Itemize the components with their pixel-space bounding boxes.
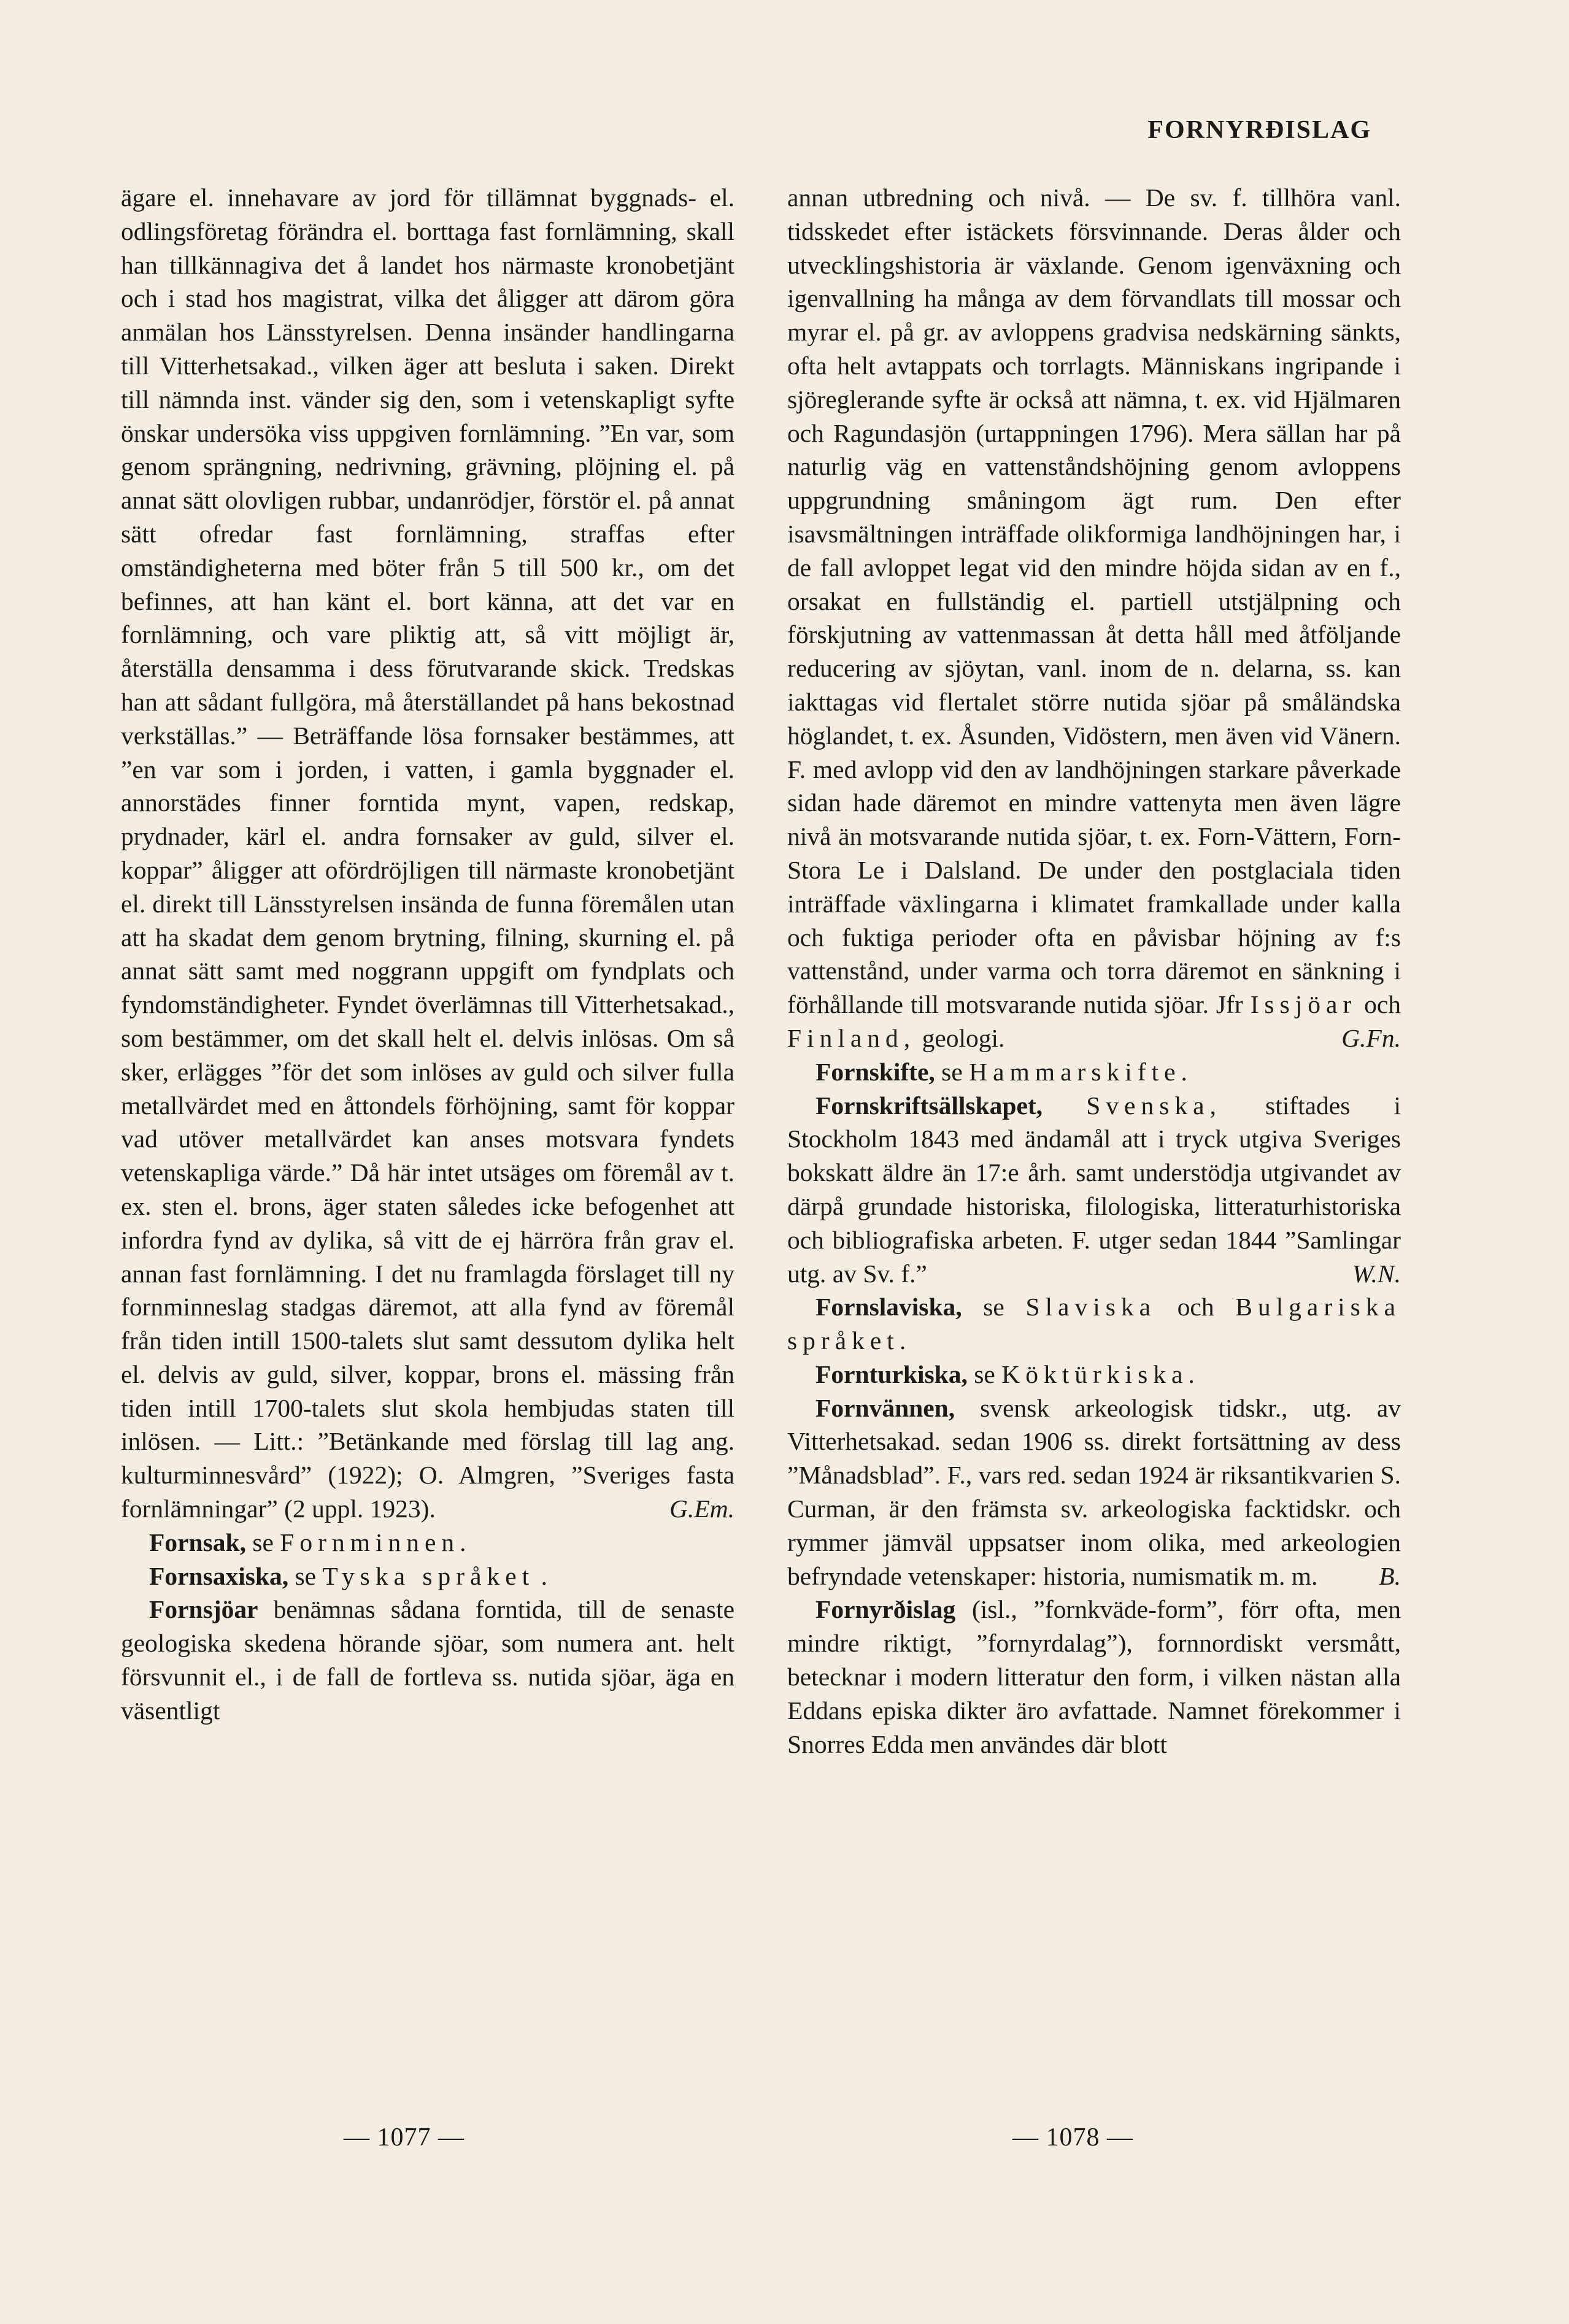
entry-text: svensk arkeologisk tidskr., utg. av Vitterhetsakad. sedan 1906 ss. direkt fortsättning av dess ”Månadsblad”. F., vars red. sedan 1924 är riksantikvarien S. Curman, är den främsta sv. arkeologiska facktidskr. och rymmer jämväl uppsatser inom olika, med arkeologien befryndade vetenskaper: historia, numismatik m. m.	[787, 1393, 1401, 1590]
entry-text: stiftades i Stockholm 1843 med ändamål att i tryck utgiva Sveriges bokskatt äldre än 17:e årh. samt understödja utgivandet av därpå grundade historiska, filologiska, litteraturhistoriska och bibliografiska arbeten. F. utger sedan 1844 ”Samlingar utg. av Sv. f.”	[787, 1091, 1401, 1288]
author-signature: G.Em.	[669, 1495, 734, 1523]
spaced-word: Svenska,	[1086, 1091, 1222, 1120]
cross-reference: Köktürkiska.	[1001, 1360, 1200, 1388]
see-text: se	[252, 1528, 274, 1556]
entry-continuation	[121, 181, 734, 1526]
see-text: se	[983, 1293, 1004, 1322]
cross-reference: Slaviska	[1025, 1293, 1157, 1322]
cross-reference: Fornminnen.	[280, 1528, 472, 1556]
entry-fornyrdislag	[787, 1593, 1401, 1761]
entry-fornslaviska	[787, 1290, 1401, 1358]
entry-fornturkiska	[787, 1358, 1401, 1391]
conjunction: och	[1177, 1293, 1214, 1322]
right-column	[787, 181, 1401, 1761]
cross-reference: Bulgariska språket.	[787, 1293, 1401, 1355]
headword: Fornskriftsällskapet,	[815, 1091, 1043, 1120]
see-text: se	[974, 1360, 995, 1388]
headword: Fornsak,	[149, 1528, 246, 1556]
cross-reference: Issjöar	[1250, 990, 1357, 1019]
cross-reference: Hammarskifte.	[969, 1057, 1193, 1086]
entry-fornsaxiska	[121, 1560, 734, 1593]
author-signature: G.Fn.	[1341, 1023, 1401, 1052]
headword: Fornturkiska,	[815, 1360, 968, 1388]
cross-reference: Finland,	[787, 1023, 916, 1052]
cross-reference: Tyska språket	[322, 1561, 535, 1590]
author-signature: W.N.	[1352, 1259, 1401, 1288]
running-head: FORNYRÐISLAG	[1147, 116, 1371, 144]
entry-fornvannen	[787, 1391, 1401, 1593]
entry-fornsjoar-continuation	[787, 181, 1401, 1055]
headword: Fornslaviska,	[815, 1293, 962, 1322]
headword: Fornvännen,	[815, 1393, 955, 1422]
entry-text: benämnas sådana forntida, till de senaste geologiska skedena hörande sjöar, som numera ant. helt försvunnit el., i de fall de fortleva ss. nutida sjöar, äga en väsentligt	[121, 1595, 735, 1725]
see-text: se	[295, 1561, 317, 1590]
entry-fornskriftsallskapet	[787, 1089, 1401, 1291]
author-signature: B.	[1379, 1561, 1401, 1590]
headword: Fornskifte,	[815, 1057, 935, 1086]
headword: Fornyrðislag	[815, 1595, 956, 1624]
conjunction: och	[1364, 990, 1401, 1019]
entry-fornsak	[121, 1526, 734, 1560]
entry-text: ägare el. innehavare av jord för tillämnat byggnads- el. odlingsföretag förändra el. borttaga fast fornlämning, skall han tillkännagiva det å landet hos närmaste kronobetjänt och i stad hos magistrat, vilka det åligger att därom göra anmälan hos Länsstyrelsen. Denna insänder handlingarna till Vitterhetsakad., vilken äger att besluta i saken. Direkt till nämnda inst. vänder sig den, som i vetenskapligt syfte önskar undersöka viss uppgiven fornlämning. ”En var, som genom sprängning, nedrivning, grävning, plöjning el. på annat sätt olovligen rubbar, undanrödjer, förstör el. på annat sätt ofredar fast fornlämning, straffas efter omständigheterna med böter från 5 till 500 kr., om det befinnes, att han känt el. bort känna, att det var en fornlämning, och vare pliktig att, så vitt möjligt är, återställa densamma i dess förutvarande skick. Tredskas han att sådant fullgöra, må återställandet på hans bekostnad verkställas.” — Beträffande lösa fornsaker bestämmes, att ”en var som i jorden, i vatten, i gamla byggnader el. annorstädes finner forntida mynt, vapen, redskap, prydnader, kärl el. andra fornsaker av guld, silver el. koppar” åligger att ofördröjligen till närmaste kronobetjänt el. direkt till Länsstyrelsen insända de funna föremålen utan att ha skadat dem genom brytning, filning, skurning el. på annat sätt samt med noggrann uppgift om fyndplats och fyndomständigheter. Fyndet överlämnas till Vitterhetsakad., som bestämmer, om det skall helt el. delvis inlösas. Om så sker, erlägges ”för det som inlöses av guld och silver fulla metallvärdet med en åttondels förhöjning, samt för koppar vad utöver metallvärdet kan anses motsvara fyndets vetenskapliga värde.” Då här intet utsäges om föremål av t. ex. sten el. brons, äger staten således icke befogenhet att infordra fynd av dylika, så vitt de ej härröra från grav el. annan fast fornlämning. I det nu framlagda förslaget till ny fornminneslag stadgas däremot, att alla fynd av föremål från tiden intill 1500-talets slut samt dessutom dylika helt el. delvis av guld, silver, koppar, brons el. mässing från tiden intill 1700-talets slut skola hembjudas staten till inlösen. — Litt.: ”Betänkande med förslag till lag ang. kulturminnesvård” (1922); O. Almgren, ”Sveriges fasta fornlämningar” (2 uppl. 1923).	[121, 183, 734, 1523]
left-column	[121, 181, 734, 1728]
entry-fornsjoar	[121, 1593, 734, 1727]
entry-text: annan utbredning och nivå. — De sv. f. tillhöra vanl. tidsskedet efter istäckets försvinnande. Deras ålder och utvecklingshistoria är växlande. Genom igenväxning och igenvallning ha många av dem förvandlats till mossar och myrar el. på gr. av avloppens gradvisa nedskärning sänkts, ofta helt avtappats och torrlagts. Människans ingripande i sjöreglerande syfte är också att nämna, t. ex. vid Hjälmaren och Ragundasjön (urtappningen 1796). Mera sällan har på naturlig väg en vattenståndshöjning genom avloppens uppgrundning småningom ägt rum. Den efter isavsmältningen inträffade olikformiga landhöjningen har, i de fall avloppet legat vid den mindre höjda sidan av en f., orsakat en fullständig el. partiell utstjälpning och förskjutning av vattenmassan åt detta håll med åtföljande reducering av sjöytan, vanl. inom de n. delarna, ss. kan iakttagas vid flertalet större nutida sjöar på småländska höglandet, t. ex. Åsunden, Vidöstern, men även vid Vänern. F. med avlopp vid den av landhöjningen starkare påverkade sidan hade däremot en mindre vattenyta men även lägre nivå än motsvarande nutida sjöar, t. ex. Forn-Vättern, Forn-Stora Le i Dalsland. De under den postglaciala tiden inträffade växlingarna i klimatet framkallade under kalla och fuktiga perioder ofta en påvisbar höjning av f:s vattenstånd, under varma och torra däremot en sänkning i förhållande till motsvarande nutida sjöar. Jfr	[787, 183, 1401, 1019]
see-text: se	[941, 1057, 963, 1086]
entry-text: geologi.	[922, 1023, 1005, 1052]
punctuation: .	[541, 1561, 547, 1590]
page-number-left: — 1077 —	[344, 2123, 465, 2152]
headword: Fornsaxiska,	[149, 1561, 289, 1590]
headword: Fornsjöar	[149, 1595, 258, 1624]
entry-text: (isl., ”fornkväde-form”, förr ofta, men mindre riktigt, ”fornyrdalag”), fornnordiskt versmått, betecknar i modern litteratur den form, i vilken nästan alla Eddans episka dikter äro avfattade. Namnet förekommer i Snorres Edda men användes där blott	[787, 1595, 1401, 1758]
page-number-right: — 1078 —	[1012, 2123, 1133, 2152]
entry-fornskifte	[787, 1055, 1401, 1089]
